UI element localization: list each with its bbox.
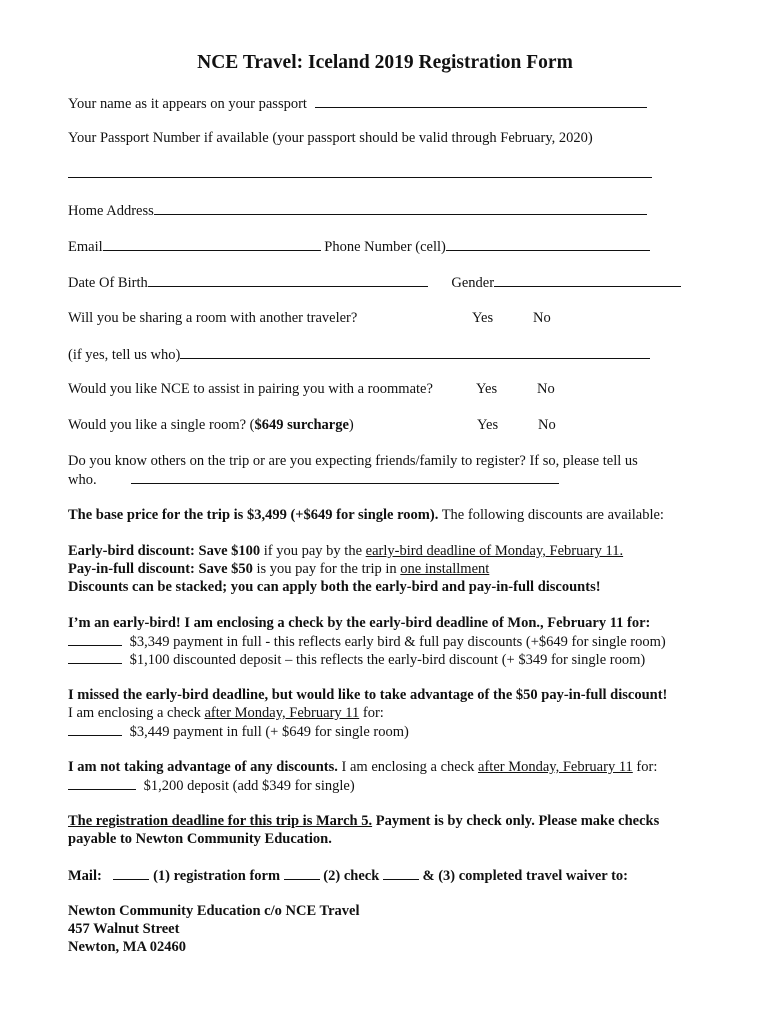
no-discount-bold: I am not taking advantage of any discounts. (68, 759, 338, 775)
pairing-yes-option[interactable]: Yes (476, 381, 498, 397)
home-address-input[interactable] (154, 201, 647, 215)
email-label: Email (68, 239, 103, 255)
sharing-question: Will you be sharing a room with another traveler? (68, 310, 358, 326)
sharing-yes-option[interactable]: Yes (472, 310, 494, 326)
if-yes-label: (if yes, tell us who) (68, 347, 181, 363)
base-price-bold: The base price for the trip is $3,499 (+$649 for single room). (68, 507, 439, 523)
passport-number-input[interactable] (68, 177, 652, 178)
passport-name-input[interactable] (315, 94, 647, 108)
option2-line-date: after Monday, February 11 (204, 705, 360, 721)
dob-input[interactable] (148, 273, 428, 287)
phone-input[interactable] (446, 237, 650, 251)
email-input[interactable] (103, 237, 321, 251)
deadline-rest: Payment is by check only. Please make checks (372, 813, 660, 829)
pairing-question: Would you like NCE to assist in pairing you with a roommate? (68, 381, 433, 397)
mail-item-form: (1) registration form (149, 868, 284, 884)
option2-check-line (68, 704, 384, 722)
single-surcharge: $649 surcharge (254, 417, 349, 433)
address-line-2: 457 Walnut Street (68, 921, 180, 937)
mail-label: Mail: (68, 868, 102, 884)
mail-item-check: (2) check (319, 868, 383, 884)
gender-input[interactable] (494, 273, 681, 287)
early-bird-heading: I’m an early-bird! I am enclosing a check by the early-bird deadline of Mon., February 11 for: (68, 615, 651, 631)
option3-item1-text: $1,200 deposit (add $349 for single) (143, 778, 355, 794)
option1-item1-text: $3,349 payment in full - this reflects early bird & full pay discounts (+$649 for single room) (129, 634, 666, 650)
discounts-stack-note: Discounts can be stacked; you can apply both the early-bird and pay-in-full discounts! (68, 579, 601, 595)
others-input[interactable] (131, 470, 559, 484)
deadline-date: The registration deadline for this trip is March 5. (68, 813, 373, 829)
pay-in-full-bold: Pay-in-full discount: Save $50 (68, 561, 253, 577)
option2-item1-blank[interactable] (68, 722, 122, 736)
one-installment: one installment (400, 561, 490, 577)
payable-to: payable to Newton Community Education. (68, 831, 332, 847)
single-question-close: ) (348, 417, 354, 433)
dob-label: Date Of Birth (68, 275, 148, 291)
registration-deadline (68, 812, 659, 830)
mail-item-waiver: & (3) completed travel waiver to: (418, 868, 628, 884)
option1-item2-text: $1,100 discounted deposit – this reflects the early-bird discount (+ $349 for single room) (129, 652, 646, 668)
others-who-label: who. (68, 472, 97, 488)
form-title: NCE Travel: Iceland 2019 Registration Form (197, 52, 573, 73)
option2-item1-row (68, 722, 409, 741)
option3-item1-blank[interactable] (68, 776, 136, 790)
address-line-3: Newton, MA 02460 (68, 939, 187, 955)
others-question-line1: Do you know others on the trip or are you expecting friends/family to register? If so, please tell us (68, 453, 638, 469)
pairing-no-option[interactable]: No (537, 381, 555, 397)
phone-label: Phone Number (cell) (324, 239, 446, 255)
roommate-name-row (68, 345, 650, 364)
home-address-label: Home Address (68, 203, 154, 219)
mail-checklist (68, 866, 628, 885)
early-bird-rest: if you pay by the (260, 543, 366, 559)
option2-item1-text: $3,449 payment in full (+ $649 for single room) (129, 724, 409, 740)
missed-deadline-heading: I missed the early-bird deadline, but would like to take advantage of the $50 pay-in-full discount! (68, 687, 668, 703)
single-question-text: Would you like a single room? ( (68, 417, 255, 433)
roommate-name-input[interactable] (180, 345, 650, 359)
mail-blank-2[interactable] (284, 866, 320, 880)
others-question-line2 (68, 470, 559, 489)
no-discount-pre: I am enclosing a check (337, 759, 479, 775)
option3-item1-row (68, 776, 355, 795)
email-phone-row (68, 237, 650, 256)
passport-name-label: Your name as it appears on your passport (68, 96, 307, 112)
mail-blank-1[interactable] (113, 866, 149, 880)
passport-number-label: Your Passport Number if available (your passport should be valid through February, 2020) (68, 130, 593, 146)
single-yes-option[interactable]: Yes (477, 417, 499, 433)
option1-item2-row (68, 650, 645, 669)
no-discount-date: after Monday, February 11 (478, 759, 633, 775)
pay-in-full-rest: is you pay for the trip in (252, 561, 401, 577)
home-address-row (68, 201, 647, 220)
single-room-question (68, 416, 354, 434)
option1-item1-blank[interactable] (68, 632, 122, 646)
base-price-rest: The following discounts are available: (438, 507, 664, 523)
option2-line-pre: I am enclosing a check (68, 705, 205, 721)
mail-blank-3[interactable] (383, 866, 419, 880)
dob-gender-row (68, 273, 681, 292)
no-discount-heading (68, 758, 657, 776)
early-bird-bold: Early-bird discount: Save $100 (68, 543, 261, 559)
option2-line-post: for: (359, 705, 384, 721)
passport-name-row (68, 94, 647, 113)
no-discount-post: for: (632, 759, 658, 775)
pay-in-full-discount (68, 560, 489, 578)
sharing-no-option[interactable]: No (533, 310, 551, 326)
single-no-option[interactable]: No (538, 417, 556, 433)
option1-item1-row (68, 632, 666, 651)
early-bird-deadline: early-bird deadline of Monday, February 11. (365, 543, 624, 559)
early-bird-discount (68, 542, 623, 560)
option1-item2-blank[interactable] (68, 650, 122, 664)
gender-label: Gender (451, 275, 495, 291)
base-price (68, 506, 664, 524)
address-line-1: Newton Community Education c/o NCE Travel (68, 903, 360, 919)
